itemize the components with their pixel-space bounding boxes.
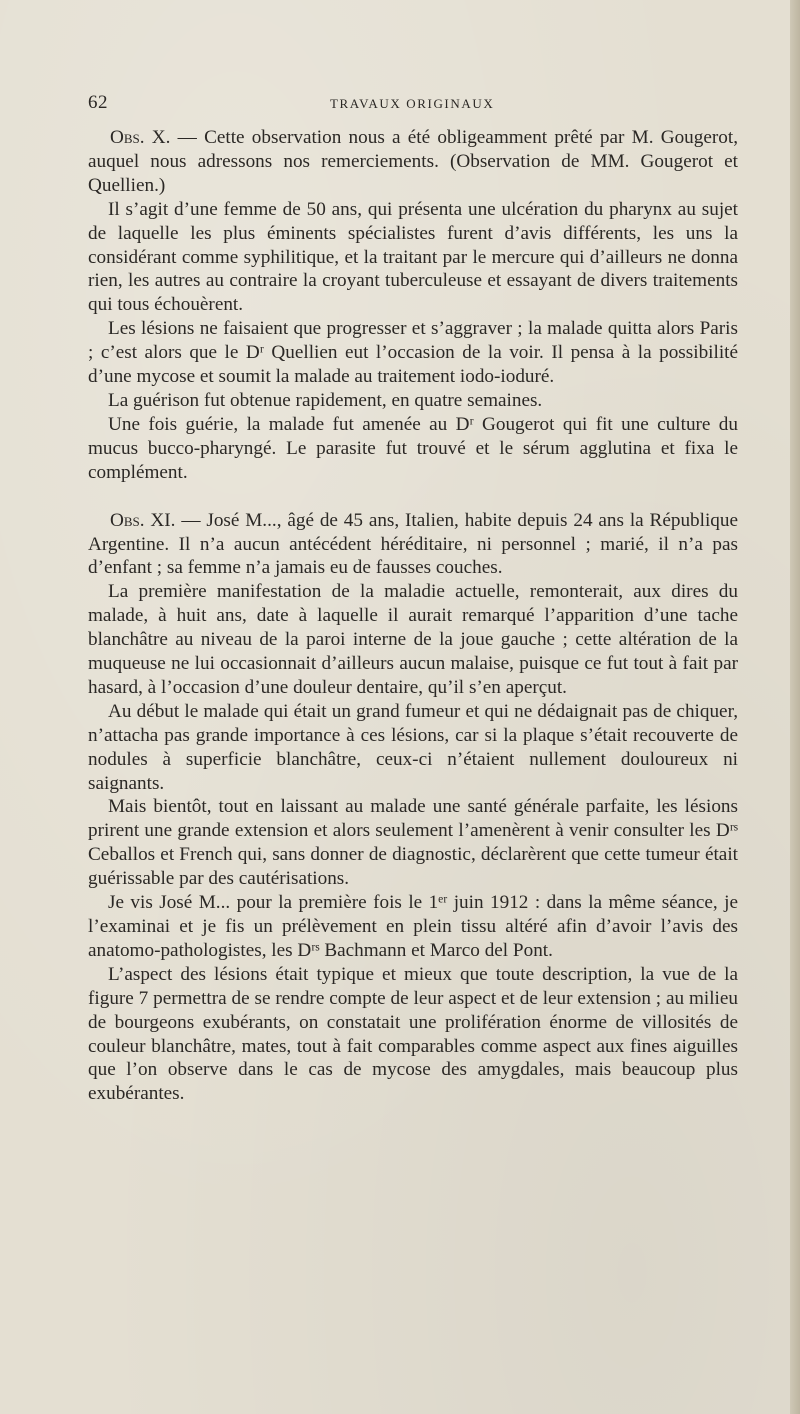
obs-xi-label: Obs. XI. [110,509,176,531]
obs-x-paragraph-4: La guérison fut obtenue rapidement, en quatre semaines. [108,389,543,411]
obs-x-text-1: — Cette observation nous a été obligeamment prêté par M. Gougerot, auquel nous adressons nos remerciements. (Observation de MM. Gougerot et Quellien.) [88,127,738,196]
section-spacer [88,485,738,509]
obs-x-paragraph-3: Les lésions ne faisaient que progresser et s’aggraver ; la malade quitta alors Paris ; c’est alors que le Dʳ Quellien eut l’occasion de la voir. Il pensa à la possibilité d’une mycose et soumit la malade au traitement iodo-ioduré. [88,318,738,388]
obs-xi-paragraph-4: Mais bientôt, tout en laissant au malade une santé générale parfaite, les lésions prirent une grande extension et alors seulement l’amenèrent à venir consulter les Dʳˢ Ceballos et French qui, sans donner de diagnostic, déclarèrent que cette tumeur était guérissable par des cautérisations. [88,796,738,890]
obs-x-label: Obs. X. [110,127,171,148]
obs-xi-text-1: — José M..., âgé de 45 ans, Italien, habite depuis 24 ans la République Argentine. Il n’a aucun antécédent héréditaire, ni personnel ; marié, il n’a pas d’enfant ; sa femme n’a jamais eu de fausses couches. [88,509,738,579]
page-edge [790,0,800,1414]
obs-xi-paragraph-6: L’aspect des lésions était typique et mieux que toute description, la vue de la figure 7 permettra de se rendre compte de leur aspect et de leur extension ; au milieu de bourgeons exubérants, on constatait une prolifération énorme de villosités de couleur blanchâtre, mates, tout à fait comparables comme aspect aux fines aiguilles que l’on observe dans le cas de mycose des amygdales, mais beaucoup plus exubérantes. [88,963,738,1105]
obs-x-paragraph-2: Il s’agit d’une femme de 50 ans, qui présenta une ulcération du pharynx au sujet de laquelle les plus éminents spécialistes furent d’avis différents, les uns la considérant comme syphilitique, et la traitant par le mercure qui d’ailleurs ne donna rien, les autres au contraire la croyant tuberculeuse et essayant de divers traitements qui tous échouèrent. [88,198,738,316]
running-title: TRAVAUX ORIGINAUX [330,96,495,111]
obs-x-paragraph-1 [88,126,738,198]
obs-x-paragraph-5: Une fois guérie, la malade fut amenée au Dʳ Gougerot qui fit une culture du mucus bucco-pharyngé. Le parasite fut trouvé et le sérum agglutina et fixa le complément. [88,413,738,483]
obs-xi-paragraph-1 [88,509,738,581]
page-number: 62 [88,92,108,113]
obs-xi-paragraph-2: La première manifestation de la maladie actuelle, remonterait, aux dires du malade, à huit ans, date à laquelle il aurait remarqué l’apparition d’une tache blanchâtre au niveau de la paroi interne de la joue gauche ; cette altération de la muqueuse ne lui occasionnait d’ailleurs aucun malaise, puisque ce fut tout à fait par hasard, à l’occasion d’une douleur dentaire, qu’il s’en aperçut. [88,581,738,698]
body-text [88,126,738,1106]
obs-xi-paragraph-3: Au début le malade qui était un grand fumeur et qui ne dédaignait pas de chiquer, n’attacha pas grande importance à ces lésions, car si la plaque s’était recouverte de nodules à superficie blanchâtre, ceux-ci n’étaient nullement douloureux ni saignants. [88,700,738,794]
running-head [88,92,738,114]
obs-xi-paragraph-5: Je vis José M... pour la première fois le 1ᵉʳ juin 1912 : dans la même séance, je l’examinai et je fis un prélèvement en plein tissu altéré afin d’avoir l’avis des anatomo-pathologistes, les Dʳˢ Bachmann et Marco del Pont. [88,892,738,961]
